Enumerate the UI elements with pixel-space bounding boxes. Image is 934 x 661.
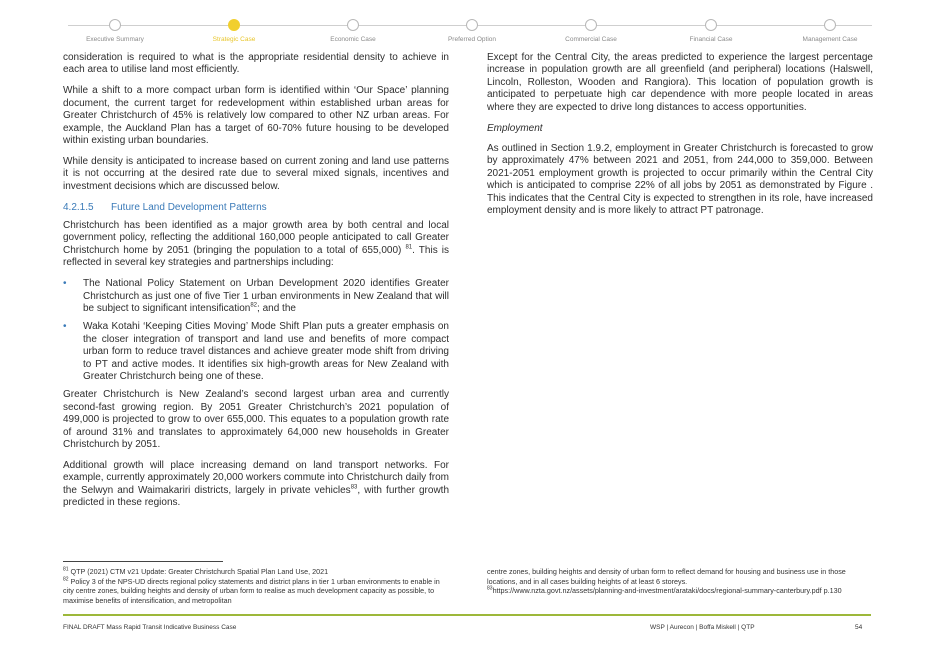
step-label: Management Case (802, 36, 858, 43)
step-preferred-option[interactable] (407, 19, 537, 43)
section-title: Future Land Development Patterns (111, 201, 267, 213)
footer-authors: WSP | Aurecon | Boffa Miskell | QTP (650, 624, 755, 631)
footer-bar (63, 614, 871, 616)
paragraph: Except for the Central City, the areas predicted to experience the largest percentage increase in population growth are all greenfield (and peripheral) locations (Halswell, Lincoln, Rolleston, Wooden and Rangiora). This location of population growth is anticipated to perpetuate high car dependence with more people located in areas where they are expected to drive long distances to access opportunities. (487, 52, 873, 113)
footnote-number: 81 (63, 566, 69, 573)
paragraph-text: Additional growth will place increasing demand on land transport networks. For example, currently approximately 20,000 workers commute into Christchurch daily from the Selwyn and Waimakariri districts, largely in private vehicles (63, 459, 449, 496)
paragraph (63, 460, 449, 510)
left-column (63, 52, 449, 518)
paragraph (63, 220, 449, 270)
step-label: Financial Case (689, 36, 733, 43)
list-item-text: The National Policy Statement on Urban Development 2020 identifies Greater Christchurch as just one of five Tier 1 urban environments in New Zealand that will be subject to significant intensification (83, 278, 449, 314)
section-heading (63, 202, 449, 214)
step-label: Strategic Case (212, 36, 256, 43)
step-economic-case[interactable] (288, 19, 418, 43)
step-management-case[interactable] (765, 19, 895, 43)
paragraph: Greater Christchurch is New Zealand’s second largest urban area and currently second-fast growing region. By 2051 Greater Christchurch’s 2021 population of 499,000 is projected to grow to over 655,000. This equates to a population growth rate of around 31% and translates to approximately 64,000 new households in Greater Christchurch by 2051. (63, 389, 449, 450)
bullet-list (63, 278, 449, 383)
step-label: Preferred Option (447, 36, 497, 43)
list-item (63, 278, 449, 315)
list-item-text: ; and the (257, 302, 296, 314)
footnote-link[interactable]: https://www.nzta.govt.nz/assets/planning-and-investment/arataki/docs/regional-summary-canterbury.pdf p.130 (492, 586, 842, 596)
list-item-text: Waka Kotahi ‘Keeping Cities Moving’ Mode Shift Plan puts a greater emphasis on the closer integration of transport and land use and benefits of more compact urban form to reduce travel distances and achieve greater mode shift from driving to PT and active modes. It identifies six high-growth areas for New Zealand with Greater Christchurch being one of these. (83, 321, 449, 382)
paragraph: consideration is required to what is the appropriate residential density to achieve in each area to utilise land most efficiently. (63, 52, 449, 76)
footnote-text: Policy 3 of the NPS-UD directs regional policy statements and district plans in tier 1 urban environments to enable in city centre zones, building heights and density of urban form to realise as much development capacity as possible, to maximise benefits of intensification, and metropolitan (63, 576, 440, 605)
footnote-82-continued: centre zones, building heights and density of urban form to reflect demand for housing and business use in those locations, and in all cases building heights of at least 6 storeys. (487, 567, 846, 586)
paragraph-text: , with further growth predicted in these regions. (63, 484, 450, 509)
footnote-81 (63, 567, 449, 577)
footer-document-title: FINAL DRAFT Mass Rapid Transit Indicative Business Case (63, 624, 237, 631)
footnote-text: QTP (2021) CTM v21 Update: Greater Christchurch Spatial Plan Land Use, 2021 (68, 567, 329, 576)
step-financial-case[interactable] (646, 19, 776, 43)
section-number: 4.2.1.5 (63, 201, 94, 213)
footnote-ref[interactable]: 83 (350, 484, 358, 491)
bullet-icon: • (63, 278, 67, 290)
step-dot (347, 19, 359, 31)
paragraph: As outlined in Section 1.9.2, employment in Greater Christchurch is forecasted to grow by approximately 47% between 2021 and 2051, from 244,000 to 359,000. Between 2021-2051 employment growth is projected to occur primarily within the Central City which is anticipated to comprise 22% of all jobs by 2051 as demonstrated by Figure . This indicates that the Central City is expected to strengthen in its role, have increased employment density and is more likely to attract PT patronage. (487, 142, 873, 216)
step-dot (585, 19, 597, 31)
progress-stepper (0, 0, 934, 50)
paragraph: While density is anticipated to increase based on current zoning and land use patterns it is not occurring at the desired rate due to several mixed signals, incentives and investment decisions which are discussed below. (63, 155, 449, 192)
step-dot (705, 19, 717, 31)
footnote-ref[interactable]: 82 (250, 302, 258, 309)
footnote-number: 83 (487, 585, 493, 592)
footnote-number: 82 (63, 576, 69, 583)
step-label: Commercial Case (565, 36, 617, 43)
step-label: Executive Summary (86, 36, 144, 43)
step-executive-summary[interactable] (50, 19, 180, 43)
footnote-divider (63, 561, 223, 562)
step-dot-active (228, 19, 240, 31)
page-number: 54 (855, 624, 863, 631)
paragraph-text: . This is reflected in several key strategies and partnerships including: (63, 244, 449, 269)
footnotes-right (487, 567, 873, 596)
paragraph: While a shift to a more compact urban form is identified within ‘Our Space’ planning document, the current target for redevelopment within established urban areas for Greater Christchurch of 45% is relatively low compared to other NZ urban areas. For example, the Auckland Plan has a target of 60-70% future housing to be developed within existing urban boundaries. (63, 85, 449, 146)
step-strategic-case[interactable] (169, 19, 299, 43)
step-label: Economic Case (330, 36, 376, 43)
step-dot (824, 19, 836, 31)
right-column (487, 52, 873, 226)
list-item (63, 321, 449, 383)
subheading: Employment (487, 122, 543, 134)
step-commercial-case[interactable] (526, 19, 656, 43)
bullet-icon: • (63, 321, 67, 333)
footnote-ref[interactable]: 81 (405, 244, 413, 251)
footnote-83 (487, 586, 873, 596)
paragraph-text: Christchurch has been identified as a major growth area by both central and local government policy, reflecting the additional 160,000 people anticipated to call Greater Christchurch home by 2051 (bringing the population to a total of 655,000) (63, 219, 449, 256)
step-dot (109, 19, 121, 31)
step-dot (466, 19, 478, 31)
footnotes-left (63, 567, 449, 605)
footnote-82 (63, 577, 449, 606)
